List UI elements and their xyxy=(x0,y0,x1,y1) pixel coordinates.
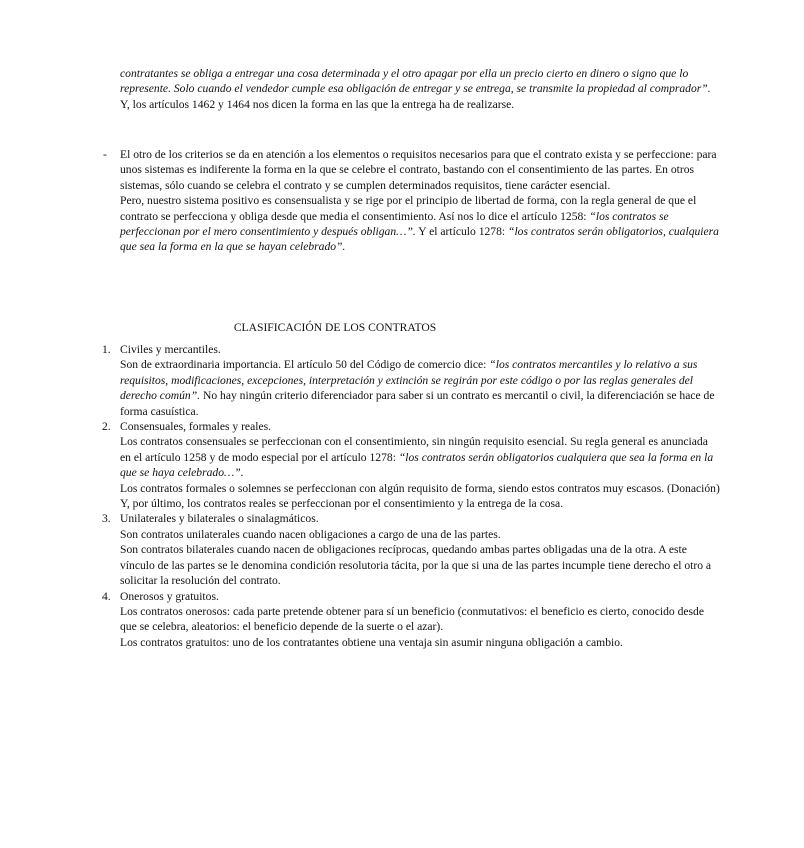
item-title: Consensuales, formales y reales. xyxy=(120,420,271,434)
list-item xyxy=(102,419,720,511)
dash-paragraph-2: Pero, nuestro sistema positivo es consensualista y se rige por el principio de libertad de forma, con la regla general de que el contrato se perfecciona y obliga desde que media el consentimiento. Así nos lo dice el artículo 1258: “los contratos se perfeccionan por el mero consentimiento y después obligan…”. Y el artículo 1278: “los contratos serán obligatorios, cualquiera que sea la forma en la que se hayan celebrado”. xyxy=(120,194,719,254)
section-heading: CLASIFICACIÓN DE LOS CONTRATOS xyxy=(233,321,437,334)
item-title: Civiles y mercantiles. xyxy=(120,343,221,356)
dash-list-item xyxy=(0,147,804,255)
item-text: Son contratos bilaterales cuando nacen de obligaciones recíprocas, quedando ambas partes obligadas una de la otra. A este vínculo de las partes se le denomina condición resolutoria tácita, por la que si una de las partes incumple tiene derecho el otro a solicitar la resolución del contrato. xyxy=(120,543,712,588)
item-number: 4. xyxy=(102,589,111,603)
item-title: Unilaterales y bilaterales o sinalagmáticos. xyxy=(120,512,319,526)
classification-list xyxy=(0,342,804,650)
item-number: 1. xyxy=(102,343,111,356)
item-text: Los contratos gratuitos: uno de los contratantes obtiene una ventaja sin asumir ninguna obligación a cambio. xyxy=(120,635,623,649)
list-item xyxy=(102,342,720,419)
item-text: Y, por último, los contratos reales se perfeccionan por el consentimiento y la entrega de la cosa. xyxy=(120,497,564,511)
item-text: Los contratos formales o solemnes se perfeccionan con algún requisito de forma, siendo estos contratos muy escasos. (Donación) xyxy=(120,481,720,495)
list-item xyxy=(102,589,720,651)
item-text: Son de extraordinaria importancia. El artículo 50 del Código de comercio dice: “los contratos mercantiles y lo relativo a sus requisitos, modificaciones, excepciones, interpretación y extinción se regirán por este código o por las reglas generales del derecho común”. No hay ningún criterio diferenciador para saber si un contrato es mercantil o civil, la diferenciación se hace de forma casuística. xyxy=(120,358,715,418)
list-item xyxy=(102,511,720,588)
dash-paragraph-1: El otro de los criterios se da en atención a los elementos o requisitos necesarios para que el contrato exista y se perfeccione: para unos sistemas es indiferente la forma en la que se celebre el contrato, bastando con el consentimiento de las partes. En otros sistemas, sólo cuando se celebra el contrato y se cumplen determinados requisitos, tiene carácter esencial. xyxy=(120,148,717,192)
item-title: Onerosos y gratuitos. xyxy=(120,589,219,603)
item-text: Son contratos unilaterales cuando nacen obligaciones a cargo de una de las partes. xyxy=(120,527,501,541)
intro-text: Y, los artículos 1462 y 1464 nos dicen la forma en las que la entrega ha de realizarse. xyxy=(120,97,515,111)
dash-marker: - xyxy=(103,148,107,161)
intro-paragraph xyxy=(0,66,804,112)
item-number: 3. xyxy=(102,512,111,526)
section-heading-wrap xyxy=(0,320,600,335)
item-text: Los contratos consensuales se perfeccionan con el consentimiento, sin ningún requisito esencial. Su regla general es anunciada en el artículo 1258 y de modo especial por el artículo 1278: “los contratos serán obligatorios cualquiera que sea la forma en la que se haya celebrado…”. xyxy=(120,435,714,480)
item-text: Los contratos onerosos: cada parte pretende obtener para sí un beneficio (conmutativos: el beneficio es cierto, conocido desde que se celebra, aleatorios: el beneficio depende de la suerte o el azar). xyxy=(120,604,704,634)
item-number: 2. xyxy=(102,420,111,434)
intro-quote: contratantes se obliga a entregar una cosa determinada y el otro apagar por ella un precio cierto en dinero o signo que lo represente. Solo cuando el vendedor cumple esa obligación de entregar y se entrega, se transmite la propiedad al comprador”. xyxy=(120,67,711,96)
